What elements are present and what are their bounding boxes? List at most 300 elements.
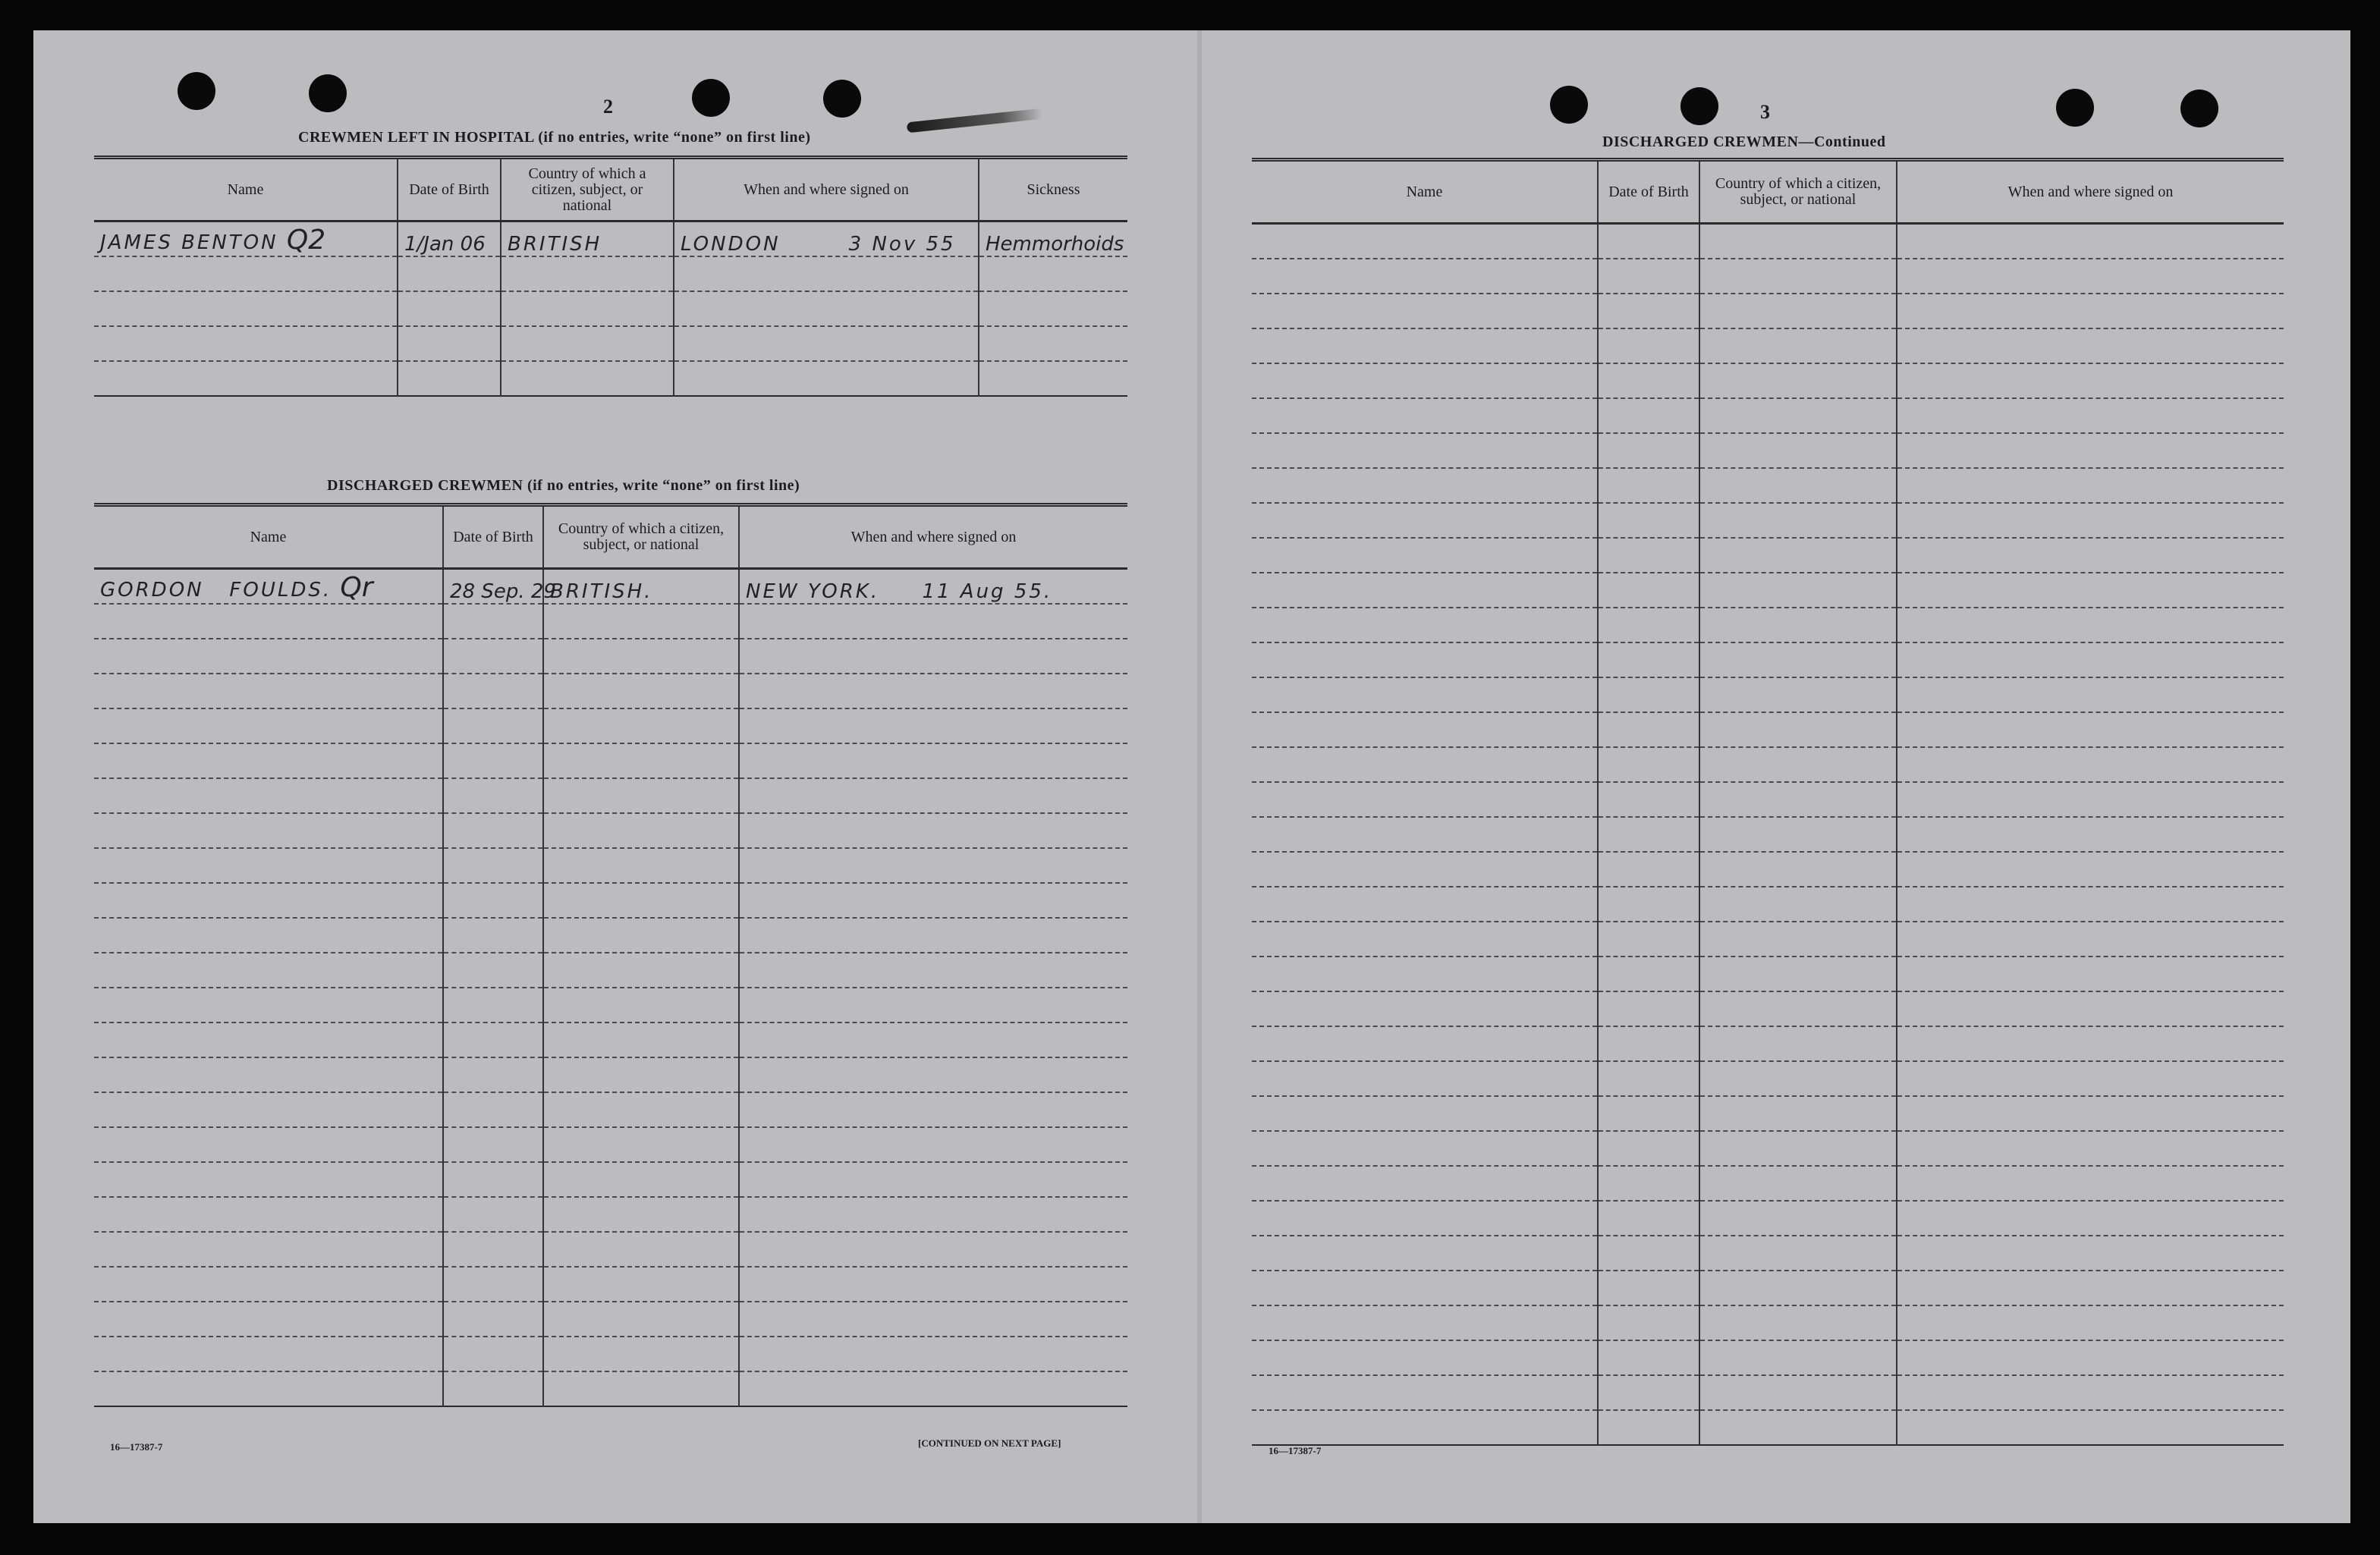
blank-cell [1252, 398, 1598, 433]
discharged-continued-title: DISCHARGED CREWMEN—Continued [1602, 134, 1886, 150]
official-initials: Qr [340, 572, 373, 603]
table-row [1252, 224, 2284, 259]
blank-cell [1699, 677, 1897, 712]
table-row [94, 1057, 1127, 1092]
blank-cell [1897, 1375, 2284, 1410]
blank-cell [739, 1371, 1127, 1406]
blank-cell [1699, 642, 1897, 677]
blank-cell [543, 1023, 739, 1057]
blank-cell [443, 953, 543, 988]
blank-cell [1598, 573, 1699, 608]
form-number-left: 16—17387-7 [110, 1441, 163, 1453]
table-row [1252, 922, 2284, 957]
blank-cell [94, 1092, 443, 1127]
blank-cell [1897, 1305, 2284, 1340]
blank-cell [739, 1267, 1127, 1302]
blank-cell [1252, 224, 1598, 259]
blank-cell [1699, 608, 1897, 642]
blank-cell [543, 1092, 739, 1127]
blank-cell [1598, 991, 1699, 1026]
col-header-signed-on: When and where signed on [1897, 160, 2284, 224]
blank-cell [1897, 712, 2284, 747]
blank-cell [543, 883, 739, 918]
discharged-header-row [94, 505, 1127, 569]
blank-cell [1598, 259, 1699, 294]
blank-cell [443, 743, 543, 778]
cell-date-of-birth: 1/Jan 06 [398, 221, 501, 257]
blank-cell [1598, 328, 1699, 363]
table-row [94, 778, 1127, 813]
blank-cell [1699, 712, 1897, 747]
table-row [94, 221, 1127, 257]
blank-cell [543, 604, 739, 639]
blank-cell [443, 813, 543, 848]
table-row [1252, 573, 2284, 608]
blank-cell [1252, 642, 1598, 677]
blank-cell [1897, 852, 2284, 887]
table-row [1252, 817, 2284, 852]
hospital-section-title [298, 129, 811, 146]
table-row [1252, 1271, 2284, 1305]
blank-cell [1598, 957, 1699, 991]
discharged-table-left [94, 503, 1127, 1407]
blank-cell [1699, 957, 1897, 991]
blank-cell [1252, 503, 1598, 538]
table-row [94, 1162, 1127, 1197]
col-header-name: Name [1252, 160, 1598, 224]
blank-cell [1897, 468, 2284, 503]
blank-cell [1598, 817, 1699, 852]
blank-cell [94, 1023, 443, 1057]
blank-cell [739, 1057, 1127, 1092]
blank-cell [1699, 398, 1897, 433]
blank-cell [1598, 363, 1699, 398]
hospital-table [94, 156, 1127, 397]
table-row [1252, 1305, 2284, 1340]
blank-cell [1252, 1166, 1598, 1201]
blank-cell [443, 1371, 543, 1406]
blank-cell [739, 639, 1127, 674]
blank-cell [543, 1197, 739, 1232]
blank-cell [1252, 328, 1598, 363]
blank-cell [1252, 363, 1598, 398]
table-row [1252, 1026, 2284, 1061]
blank-cell [94, 813, 443, 848]
table-row [94, 918, 1127, 953]
blank-cell [543, 1267, 739, 1302]
punch-hole [1680, 87, 1718, 125]
blank-cell [1598, 1026, 1699, 1061]
table-row [1252, 1236, 2284, 1271]
blank-cell [1699, 468, 1897, 503]
blank-cell [739, 1337, 1127, 1371]
blank-cell [739, 918, 1127, 953]
table-row [94, 1302, 1127, 1337]
blank-cell [443, 988, 543, 1023]
table-row [1252, 1340, 2284, 1375]
blank-cell [1252, 1236, 1598, 1271]
blank-cell [543, 918, 739, 953]
blank-cell [1252, 538, 1598, 573]
cell-name [94, 221, 398, 257]
col-header-name: Name [94, 505, 443, 569]
blank-cell [1699, 747, 1897, 782]
blank-cell [1699, 991, 1897, 1026]
blank-cell [1252, 747, 1598, 782]
blank-cell [443, 1302, 543, 1337]
blank-cell [1699, 538, 1897, 573]
blank-cell [94, 1232, 443, 1267]
blank-cell [1598, 887, 1699, 922]
table-row [94, 1092, 1127, 1127]
blank-cell [1252, 1026, 1598, 1061]
blank-cell [1699, 1026, 1897, 1061]
blank-cell [1699, 1271, 1897, 1305]
table-row [94, 291, 1127, 326]
blank-cell [1598, 1166, 1699, 1201]
table-row [94, 1267, 1127, 1302]
blank-cell [1598, 608, 1699, 642]
blank-cell [1598, 1236, 1699, 1271]
blank-cell [1897, 922, 2284, 957]
blank-cell [94, 674, 443, 708]
blank-cell [1598, 398, 1699, 433]
blank-cell [543, 813, 739, 848]
blank-cell [94, 639, 443, 674]
page-number-right: 3 [1760, 101, 1770, 123]
form-number-right: 16—17387-7 [1269, 1445, 1322, 1456]
table-row [1252, 1096, 2284, 1131]
table-row [1252, 608, 2284, 642]
table-row [1252, 991, 2284, 1026]
blank-cell [443, 1023, 543, 1057]
cell-sickness: Hemmorhoids [979, 221, 1127, 257]
blank-cell [1897, 747, 2284, 782]
blank-cell [739, 1162, 1127, 1197]
punch-hole [178, 72, 215, 110]
table-row [94, 883, 1127, 918]
blank-cell [1897, 1096, 2284, 1131]
table-row [1252, 363, 2284, 398]
table-row [1252, 433, 2284, 468]
table-row [1252, 468, 2284, 503]
blank-cell [1897, 503, 2284, 538]
blank-cell [1699, 1096, 1897, 1131]
blank-cell [1252, 991, 1598, 1026]
blank-cell [1252, 852, 1598, 887]
blank-cell [1598, 712, 1699, 747]
cell-signed-on: LONDON 3 Nov 55 [674, 221, 979, 257]
blank-cell [543, 778, 739, 813]
hospital-header-row [94, 158, 1127, 221]
blank-cell [1897, 957, 2284, 991]
blank-cell [1699, 817, 1897, 852]
table-row [1252, 887, 2284, 922]
blank-cell [1252, 259, 1598, 294]
discharged-table-right [1252, 158, 2284, 1446]
blank-cell [543, 953, 739, 988]
blank-cell [543, 1371, 739, 1406]
blank-cell [1598, 1201, 1699, 1236]
blank-cell [1598, 922, 1699, 957]
table-row [94, 1232, 1127, 1267]
blank-cell [1699, 573, 1897, 608]
blank-cell [1252, 1131, 1598, 1166]
blank-cell [543, 674, 739, 708]
hospital-title-bold: CREWMEN LEFT IN HOSPITAL [298, 129, 534, 146]
punch-hole [823, 80, 861, 118]
table-row [1252, 712, 2284, 747]
table-row [1252, 957, 2284, 991]
table-row [94, 361, 1127, 396]
cell-name [94, 569, 443, 605]
blank-cell [443, 918, 543, 953]
blank-cell [1598, 1271, 1699, 1305]
blank-cell [443, 1337, 543, 1371]
blank-cell [443, 1092, 543, 1127]
blank-cell [1699, 1410, 1897, 1445]
page-fold [1197, 30, 1202, 1523]
table-row [94, 569, 1127, 605]
blank-cell [1252, 468, 1598, 503]
blank-cell [1897, 1271, 2284, 1305]
table-row [1252, 1166, 2284, 1201]
table-row [94, 708, 1127, 743]
blank-cell [94, 1127, 443, 1162]
blank-cell [739, 1127, 1127, 1162]
blank-cell [1598, 433, 1699, 468]
blank-cell [1598, 294, 1699, 328]
blank-cell [1598, 1131, 1699, 1166]
col-header-date-of-birth: Date of Birth [443, 505, 543, 569]
blank-cell [739, 674, 1127, 708]
discharged-section-title [327, 477, 800, 495]
col-header-country: Country of which a citizen, subject, or national [501, 158, 674, 221]
table-row [1252, 1375, 2284, 1410]
blank-cell [1699, 259, 1897, 294]
blank-cell [1252, 887, 1598, 922]
table-row [1252, 259, 2284, 294]
blank-cell [1598, 642, 1699, 677]
table-row [1252, 538, 2284, 573]
blank-cell [1598, 1410, 1699, 1445]
blank-cell [1598, 503, 1699, 538]
col-header-signed-on: When and where signed on [739, 505, 1127, 569]
cell-country: BRITISH. [543, 569, 739, 605]
blank-cell [1699, 1061, 1897, 1096]
blank-cell [1897, 817, 2284, 852]
table-row [94, 988, 1127, 1023]
blank-cell [739, 708, 1127, 743]
table-row [1252, 1061, 2284, 1096]
blank-cell [1897, 363, 2284, 398]
blank-cell [1699, 922, 1897, 957]
blank-cell [1699, 887, 1897, 922]
blank-cell [443, 1197, 543, 1232]
blank-cell [1699, 1305, 1897, 1340]
blank-cell [443, 1127, 543, 1162]
blank-cell [1598, 1375, 1699, 1410]
blank-cell [543, 1302, 739, 1337]
blank-cell [1252, 817, 1598, 852]
col-header-signed-on: When and where signed on [674, 158, 979, 221]
table-row [1252, 677, 2284, 712]
blank-cell [543, 988, 739, 1023]
blank-cell [1897, 398, 2284, 433]
blank-cell [1699, 1131, 1897, 1166]
crew-name: JAMES BENTON [100, 231, 278, 254]
cell-date-of-birth: 28 Sep. 29 [443, 569, 543, 605]
discharged-title-note: (if no entries, write “none” on first line) [527, 477, 800, 494]
blank-cell [1252, 573, 1598, 608]
blank-cell [543, 743, 739, 778]
col-header-date-of-birth: Date of Birth [398, 158, 501, 221]
table-row [94, 1371, 1127, 1406]
blank-cell [1252, 608, 1598, 642]
blank-cell [1598, 1305, 1699, 1340]
blank-cell [1699, 1236, 1897, 1271]
blank-cell [1897, 1026, 2284, 1061]
blank-cell [1897, 328, 2284, 363]
blank-cell [1252, 433, 1598, 468]
blank-cell [1897, 1340, 2284, 1375]
blank-cell [1897, 608, 2284, 642]
table-row [1252, 782, 2284, 817]
table-row [1252, 503, 2284, 538]
blank-cell [1252, 712, 1598, 747]
blank-cell [1897, 642, 2284, 677]
blank-cell [543, 708, 739, 743]
blank-cell [1897, 294, 2284, 328]
table-row [1252, 1410, 2284, 1445]
hospital-title-note: (if no entries, write “none” on first line) [538, 129, 811, 146]
blank-cell [94, 1371, 443, 1406]
blank-cell [543, 639, 739, 674]
blank-cell [1699, 363, 1897, 398]
blank-cell [739, 953, 1127, 988]
table-row [94, 256, 1127, 291]
blank-cell [1252, 294, 1598, 328]
blank-cell [443, 1232, 543, 1267]
blank-cell [94, 743, 443, 778]
blank-cell [94, 883, 443, 918]
blank-cell [1598, 224, 1699, 259]
blank-cell [739, 1092, 1127, 1127]
blank-cell [94, 848, 443, 883]
blank-cell [94, 1302, 443, 1337]
blank-cell [94, 708, 443, 743]
blank-cell [94, 604, 443, 639]
blank-cell [1699, 294, 1897, 328]
blank-cell [1897, 538, 2284, 573]
blank-cell [1897, 1236, 2284, 1271]
blank-cell [1699, 433, 1897, 468]
blank-cell [1598, 747, 1699, 782]
blank-cell [1699, 503, 1897, 538]
official-initials: Q2 [286, 225, 326, 256]
blank-cell [94, 1162, 443, 1197]
cell-signed-on: NEW YORK. 11 Aug 55. [739, 569, 1127, 605]
table-row [94, 813, 1127, 848]
blank-cell [543, 1127, 739, 1162]
blank-cell [94, 778, 443, 813]
table-row [1252, 642, 2284, 677]
blank-cell [739, 1023, 1127, 1057]
blank-cell [739, 778, 1127, 813]
table-row [94, 604, 1127, 639]
blank-cell [1252, 1410, 1598, 1445]
blank-cell [1252, 1375, 1598, 1410]
blank-cell [1699, 1375, 1897, 1410]
blank-cell [1897, 1061, 2284, 1096]
col-header-country: Country of which a citizen, subject, or national [1699, 160, 1897, 224]
blank-cell [543, 1057, 739, 1092]
blank-cell [1897, 573, 2284, 608]
blank-cell [1252, 957, 1598, 991]
blank-cell [1252, 1096, 1598, 1131]
table-row [94, 1197, 1127, 1232]
blank-cell [443, 848, 543, 883]
blank-cell [94, 1057, 443, 1092]
blank-cell [1897, 887, 2284, 922]
blank-cell [543, 848, 739, 883]
table-row [1252, 328, 2284, 363]
discharged-title-bold: DISCHARGED CREWMEN [327, 477, 523, 494]
blank-cell [94, 953, 443, 988]
blank-cell [739, 1197, 1127, 1232]
table-row [94, 674, 1127, 708]
blank-cell [1897, 224, 2284, 259]
cell-country: BRITISH [501, 221, 674, 257]
table-row [94, 1127, 1127, 1162]
blank-cell [443, 1162, 543, 1197]
col-header-name: Name [94, 158, 398, 221]
blank-cell [443, 604, 543, 639]
blank-cell [443, 639, 543, 674]
blank-cell [543, 1162, 739, 1197]
blank-cell [94, 918, 443, 953]
blank-cell [739, 743, 1127, 778]
blank-cell [1897, 433, 2284, 468]
blank-cell [1252, 677, 1598, 712]
blank-cell [1252, 1201, 1598, 1236]
blank-cell [1598, 1340, 1699, 1375]
punch-hole [2180, 90, 2218, 127]
page-number-left: 2 [603, 96, 613, 118]
table-row [94, 1337, 1127, 1371]
blank-cell [1598, 677, 1699, 712]
table-row [94, 1023, 1127, 1057]
blank-cell [443, 674, 543, 708]
blank-cell [1897, 1166, 2284, 1201]
table-row [1252, 747, 2284, 782]
table-row [94, 639, 1127, 674]
blank-cell [1252, 782, 1598, 817]
discharged-continued-header-row [1252, 160, 2284, 224]
blank-cell [1252, 1061, 1598, 1096]
blank-cell [1252, 1340, 1598, 1375]
blank-cell [1897, 677, 2284, 712]
table-row [1252, 398, 2284, 433]
table-row [1252, 1201, 2284, 1236]
punch-hole [692, 79, 730, 117]
table-row [1252, 852, 2284, 887]
table-row [1252, 294, 2284, 328]
blank-cell [1897, 1410, 2284, 1445]
col-header-date-of-birth: Date of Birth [1598, 160, 1699, 224]
blank-cell [739, 1302, 1127, 1337]
blank-cell [1598, 538, 1699, 573]
